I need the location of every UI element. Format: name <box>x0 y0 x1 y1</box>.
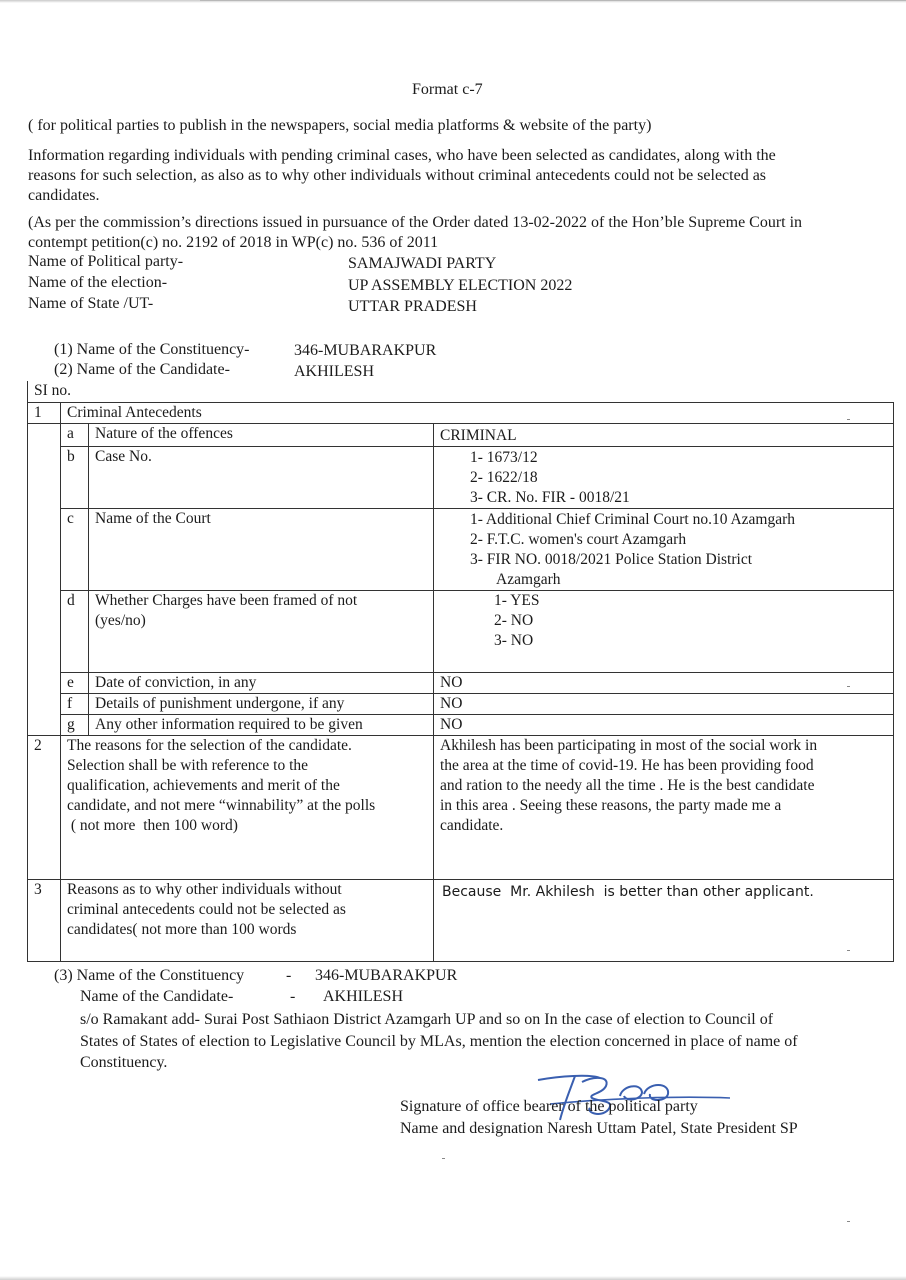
case-number-list <box>434 446 894 508</box>
value-line: and ration to the needy all the time . He is the best candidate <box>440 776 815 794</box>
si-no-header: SI no. <box>28 381 894 402</box>
label-line: criminal antecedents could not be selected as <box>67 900 346 918</box>
row-label <box>89 590 434 672</box>
row-letter: b <box>61 446 89 508</box>
court-item: 3- FIR NO. 0018/2021 Police Station District <box>470 550 753 568</box>
name-designation: Name and designation Naresh Uttam Patel, State President SP <box>400 1120 798 1137</box>
info-line: candidates. <box>28 187 100 204</box>
row-letter: e <box>61 672 89 693</box>
court-item: 1- Additional Chief Criminal Court no.10 Azamgarh <box>470 510 796 528</box>
row-number: 3 <box>28 879 61 961</box>
section-title: Criminal Antecedents <box>61 402 894 423</box>
row-value: CRIMINAL <box>434 423 894 446</box>
page-top-line <box>200 0 906 1</box>
constituency-value: 346-MUBARAKPUR <box>294 342 437 359</box>
scan-speck <box>847 419 850 420</box>
table-row <box>28 693 894 714</box>
row-label: Date of conviction, in any <box>89 672 434 693</box>
directions-line: (As per the commission’s directions issued in pursuance of the Order dated 13-02-2022 of the Hon’ble Supreme Court in <box>28 214 803 231</box>
case-number: 1- 1673/12 <box>470 448 538 466</box>
row-label-line: Whether Charges have been framed of not <box>95 591 358 609</box>
row-number: 1 <box>28 402 61 423</box>
scan-speck <box>442 1158 445 1159</box>
charge-answer: 2- NO <box>494 611 534 629</box>
row-letter: d <box>61 590 89 672</box>
row-label: Nature of the offences <box>89 423 434 446</box>
signature-label: Signature of office bearer of the political party <box>400 1098 698 1115</box>
selection-reason-label <box>61 735 434 879</box>
table-row <box>28 508 894 590</box>
address-line: s/o Ramakant add- Surai Post Sathiaon District Azamgarh UP and so on In the case of election to Council of <box>80 1011 774 1028</box>
info-line: Information regarding individuals with pending criminal cases, who have been selected as candidates, along with the <box>28 147 776 164</box>
candidate-3-label: Name of the Candidate- <box>80 988 234 1005</box>
party-label: Name of Political party- <box>28 253 184 270</box>
criminal-antecedents-table <box>27 381 894 962</box>
label-line: Selection shall be with reference to the <box>67 756 309 774</box>
page-bottom-edge <box>0 1276 906 1280</box>
row-value: NO <box>434 693 894 714</box>
row-letter: a <box>61 423 89 446</box>
format-title: Format c-7 <box>412 81 483 98</box>
row-letter: g <box>61 714 89 735</box>
table-row <box>28 590 894 672</box>
address-line: States of States of election to Legislative Council by MLAs, mention the election concerned in place of name of <box>80 1033 798 1050</box>
address-line: Constituency. <box>80 1054 168 1071</box>
table-row <box>28 879 894 961</box>
candidate-3-separator: - <box>290 988 296 1005</box>
row-letter: c <box>61 508 89 590</box>
table-header-row <box>28 381 894 402</box>
court-item-continued: Azamgarh <box>496 570 561 588</box>
constituency-label: (1) Name of the Constituency- <box>54 341 250 358</box>
election-value: UP ASSEMBLY ELECTION 2022 <box>348 277 573 294</box>
charges-list <box>434 590 894 672</box>
charge-answer: 3- NO <box>494 631 534 649</box>
row-value: NO <box>434 672 894 693</box>
label-line: qualification, achievements and merit of the <box>67 776 340 794</box>
candidate-value: AKHILESH <box>294 363 374 380</box>
row-label: Any other information required to be given <box>89 714 434 735</box>
info-line: reasons for such selection, as also as to why other individuals without criminal antecedents could not be selected as <box>28 167 767 184</box>
constituency-3-value: 346-MUBARAKPUR <box>315 967 458 984</box>
state-value: UTTAR PRADESH <box>348 298 477 315</box>
label-line: Reasons as to why other individuals without <box>67 880 342 898</box>
table-row <box>28 402 894 423</box>
value-line: the area at the time of covid-19. He has been providing food <box>440 756 814 774</box>
label-line: The reasons for the selection of the candidate. <box>67 736 352 754</box>
value-line: candidate. <box>440 816 504 834</box>
party-value: SAMAJWADI PARTY <box>348 255 497 272</box>
candidate-3-value: AKHILESH <box>323 988 403 1005</box>
row-label: Details of punishment undergone, if any <box>89 693 434 714</box>
row-label: Case No. <box>89 446 434 508</box>
scan-speck <box>847 686 850 687</box>
state-label: Name of State /UT- <box>28 295 154 312</box>
court-list <box>434 508 894 590</box>
other-individuals-value: Because Mr. Akhilesh is better than other applicant. <box>434 879 894 961</box>
scan-speck <box>847 1221 850 1222</box>
table-row <box>28 423 894 446</box>
row-label: Name of the Court <box>89 508 434 590</box>
case-number: 3- CR. No. FIR - 0018/21 <box>470 488 630 506</box>
constituency-3-separator: - <box>286 967 292 984</box>
selection-reason-value <box>434 735 894 879</box>
value-line: Akhilesh has been participating in most of the social work in <box>440 736 818 754</box>
label-line: candidate, and not mere “winnability” at the polls <box>67 796 376 814</box>
table-row <box>28 446 894 508</box>
table-row <box>28 714 894 735</box>
directions-line: contempt petition(c) no. 2192 of 2018 in WP(c) no. 536 of 2011 <box>28 234 439 251</box>
value-line: in this area . Seeing these reasons, the party made me a <box>440 796 782 814</box>
table-row <box>28 735 894 879</box>
label-line: candidates( not more than 100 words <box>67 920 297 938</box>
label-line: ( not more then 100 word) <box>67 816 238 834</box>
scan-speck <box>847 950 850 951</box>
subtitle: ( for political parties to publish in the newspapers, social media platforms & website of the party) <box>28 117 652 134</box>
table-row <box>28 672 894 693</box>
other-individuals-label <box>61 879 434 961</box>
constituency-3-label: (3) Name of the Constituency <box>54 967 245 984</box>
court-item: 2- F.T.C. women's court Azamgarh <box>470 530 687 548</box>
election-label: Name of the election- <box>28 274 168 291</box>
row-number: 2 <box>28 735 61 879</box>
charge-answer: 1- YES <box>494 591 540 609</box>
row-label-line: (yes/no) <box>95 611 146 629</box>
candidate-label: (2) Name of the Candidate- <box>54 361 230 378</box>
row-letter: f <box>61 693 89 714</box>
row-value: NO <box>434 714 894 735</box>
case-number: 2- 1622/18 <box>470 468 538 486</box>
